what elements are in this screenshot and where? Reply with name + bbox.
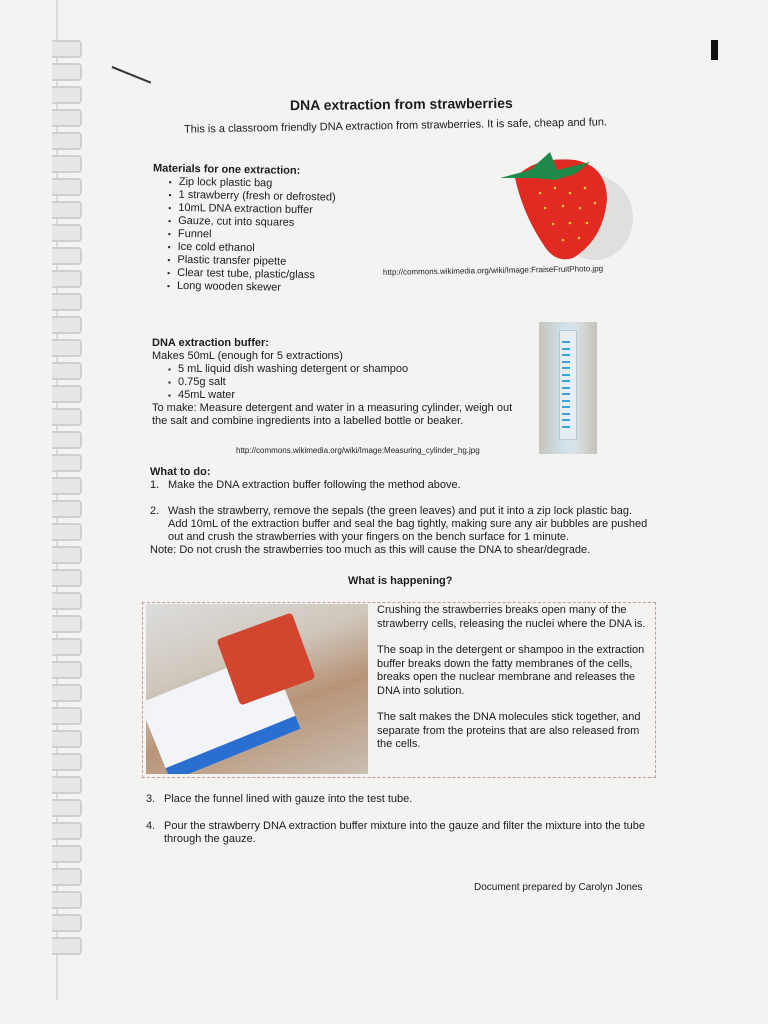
step-1 — [150, 479, 650, 492]
happening-heading: What is happening? — [348, 575, 453, 587]
step-2 — [150, 505, 650, 544]
buffer-heading: DNA extraction buffer: — [152, 337, 269, 349]
graduation-tick — [562, 341, 570, 343]
binding-ring — [52, 293, 82, 311]
graduation-tick — [562, 361, 570, 363]
binding-ring — [52, 109, 82, 127]
later-steps — [146, 793, 646, 860]
binding-ring — [52, 63, 82, 81]
binding-ring — [52, 385, 82, 403]
paragraph: The soap in the detergent or shampoo in the extraction buffer breaks down the fatty membranes of the cells, breaks open the nuclear membrane and releases the DNA into solution. — [377, 644, 645, 697]
binding-ring — [52, 822, 82, 840]
what-to-do-section — [150, 466, 650, 557]
binding-ring — [52, 592, 82, 610]
binding-ring — [52, 753, 82, 771]
intro-text: This is a classroom friendly DNA extraction from strawberries. It is safe, cheap and fun. — [183, 116, 608, 136]
cylinder-credit: http://commons.wikimedia.org/wiki/Image:Measuring_cylinder_hg.jpg — [236, 446, 480, 455]
list-item: ▪ 45mL water — [152, 389, 522, 402]
graduation-tick — [562, 426, 570, 428]
binding-ring — [52, 500, 82, 518]
binding-ring — [52, 546, 82, 564]
binding-ring — [52, 661, 82, 679]
binding-ring — [52, 454, 82, 472]
comb-binding — [52, 40, 84, 970]
list-item: ▪ Ice cold ethanol — [152, 240, 335, 256]
strawberry-credit: http://commons.wikimedia.org/wiki/Image:FraiseFruitPhoto.jpg — [382, 264, 604, 277]
binding-ring — [52, 362, 82, 380]
step-text: Make the DNA extraction buffer following the method above. — [168, 479, 461, 491]
binding-ring — [52, 569, 82, 587]
note: Note: Do not crush the strawberries too much as this will cause the DNA to shear/degrade. — [150, 544, 591, 556]
binding-ring — [52, 178, 82, 196]
binding-ring — [52, 316, 82, 334]
list-item: ▪ 5 mL liquid dish washing detergent or shampoo — [152, 363, 522, 376]
binding-ring — [52, 477, 82, 495]
list-item: ▪ 1 strawberry (fresh or defrosted) — [152, 188, 335, 204]
binding-ring — [52, 339, 82, 357]
list-item: ▪ Plastic transfer pipette — [151, 253, 334, 269]
list-item: ▪ 10mL DNA extraction buffer — [152, 201, 335, 217]
binding-ring — [52, 201, 82, 219]
list-item: ▪ 0.75g salt — [152, 376, 522, 389]
paragraph: The salt makes the DNA molecules stick together, and separate from the proteins that are also released from the cells. — [377, 711, 641, 750]
happening-text — [377, 604, 652, 765]
page-title: DNA extraction from strawberries — [289, 94, 513, 114]
materials-heading: Materials for one extraction: — [152, 162, 301, 177]
binding-ring — [52, 638, 82, 656]
step-number: 3. — [146, 793, 156, 805]
corner-mark — [711, 40, 718, 60]
binding-ring — [52, 868, 82, 886]
binding-ring — [52, 730, 82, 748]
step-4 — [146, 820, 646, 847]
step-text: Pour the strawberry DNA extraction buffer mixture into the gauze and filter the mixture into the tube through the gauze. — [164, 819, 645, 845]
binding-ring — [52, 431, 82, 449]
paragraph: Crushing the strawberries breaks open many of the strawberry cells, releasing the nuclei where the DNA is. — [377, 604, 646, 630]
list-item: ▪ Zip lock plastic bag — [153, 175, 336, 191]
binding-ring — [52, 40, 82, 58]
graduation-tick — [562, 413, 570, 415]
what-to-do-heading: What to do: — [150, 466, 211, 478]
footer-credit: Document prepared by Carolyn Jones — [474, 882, 643, 893]
binding-ring — [52, 937, 82, 955]
binding-ring — [52, 776, 82, 794]
buffer-list — [152, 363, 522, 402]
binding-ring — [52, 86, 82, 104]
crushing-photo — [146, 604, 368, 774]
graduation-tick — [562, 354, 570, 356]
graduation-tick — [562, 367, 570, 369]
buffer-makes: Makes 50mL (enough for 5 extractions) — [152, 350, 343, 362]
step-number: 1. — [150, 479, 160, 491]
graduation-tick — [562, 419, 570, 421]
binding-ring — [52, 914, 82, 932]
binding-ring — [52, 270, 82, 288]
measuring-cylinder-image — [539, 322, 597, 454]
graduation-tick — [562, 374, 570, 376]
list-item: ▪ Long wooden skewer — [151, 279, 334, 295]
binding-ring — [52, 132, 82, 150]
graduation-tick — [562, 406, 570, 408]
materials-list — [151, 175, 336, 295]
step-text: Wash the strawberry, remove the sepals (the green leaves) and put it into a zip lock plastic bag. Add 10mL of the extraction buffer and seal the bag tightly, making sure any air bubbles are pushed out and crush the strawberries with your fingers on the bench surface for 1 minute. — [168, 505, 648, 543]
binding-ring — [52, 615, 82, 633]
materials-section — [151, 162, 336, 295]
step-number: 4. — [146, 819, 156, 832]
binding-ring — [52, 224, 82, 242]
binding-ring — [52, 707, 82, 725]
step-number: 2. — [150, 505, 160, 517]
binding-ring — [52, 247, 82, 265]
binding-ring — [52, 799, 82, 817]
buffer-section — [152, 337, 522, 428]
list-item: ▪ Gauze, cut into squares — [152, 214, 335, 230]
list-item: ▪ Funnel — [152, 227, 335, 243]
binding-ring — [52, 408, 82, 426]
strawberry-image — [495, 148, 635, 268]
list-item: ▪ Clear test tube, plastic/glass — [151, 266, 334, 282]
binding-ring — [52, 684, 82, 702]
binding-ring — [52, 523, 82, 541]
binding-ring — [52, 845, 82, 863]
binding-ring — [52, 891, 82, 909]
graduation-tick — [562, 393, 570, 395]
binding-ring — [52, 155, 82, 173]
graduation-tick — [562, 348, 570, 350]
buffer-to-make: To make: Measure detergent and water in a measuring cylinder, weigh out the salt and combine ingredients into a labelled bottle or beaker. — [152, 402, 513, 427]
pen-mark — [112, 66, 152, 83]
step-text: Place the funnel lined with gauze into the test tube. — [164, 793, 413, 805]
graduation-tick — [562, 380, 570, 382]
graduation-tick — [562, 400, 570, 402]
graduation-tick — [562, 387, 570, 389]
step-3 — [146, 793, 646, 807]
